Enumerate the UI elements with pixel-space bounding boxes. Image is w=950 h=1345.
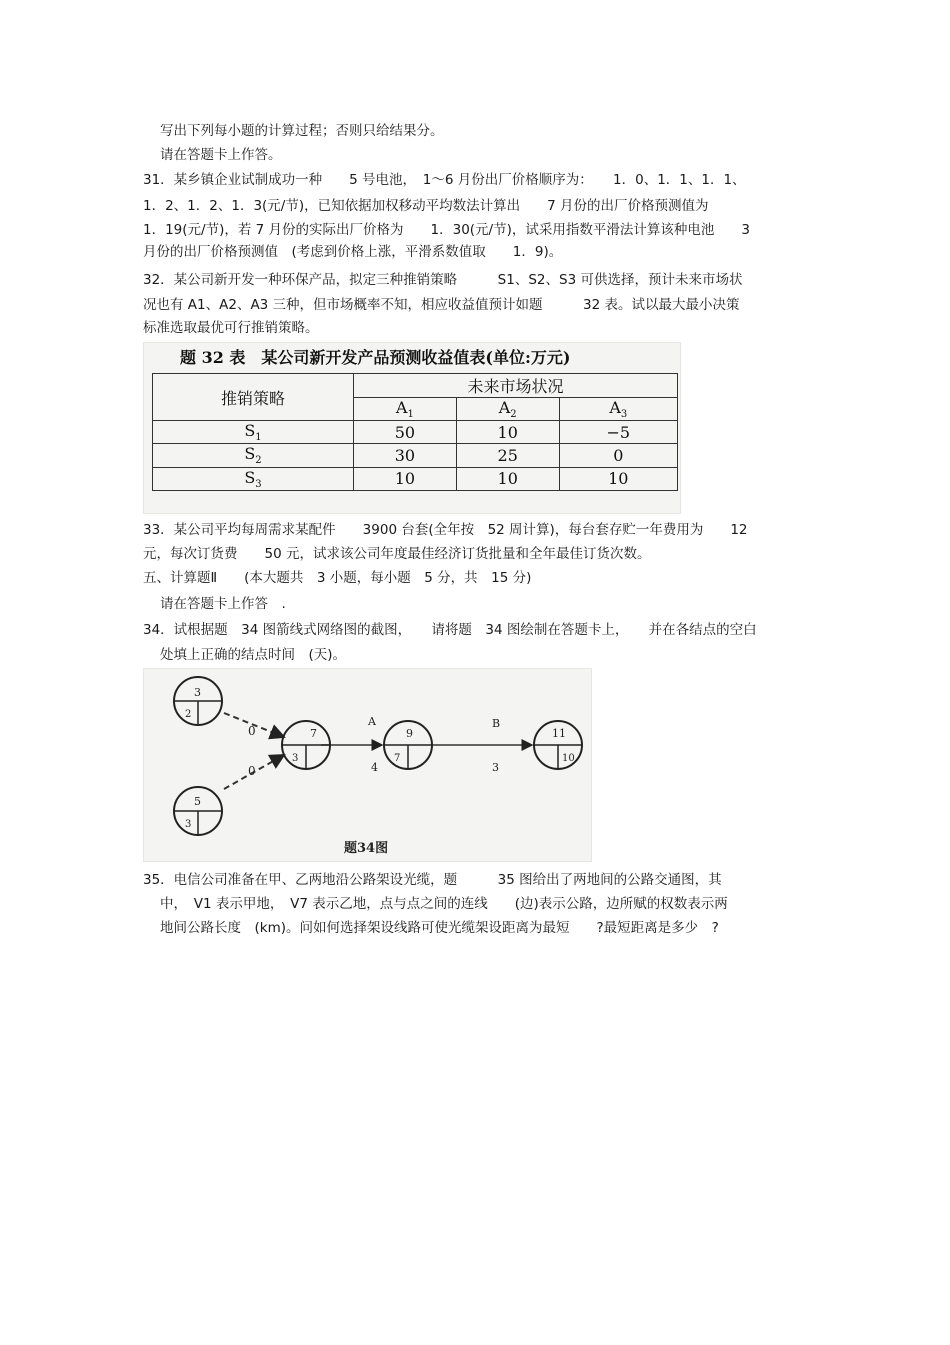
- dummy-edge-2-duration: 0: [248, 764, 256, 778]
- q33-line-1: 33．某公司平均每周需求某配件 3900 台套(全年按 52 周计算)，每台套存贮一年费用为 12: [143, 522, 748, 538]
- table-cell: 10: [354, 467, 457, 490]
- node-number: 11: [552, 727, 566, 740]
- network-node: [534, 721, 582, 769]
- node-time: 3: [292, 753, 299, 764]
- q32-line-2: 况也有 A1、A2、A3 三种，但市场概率不知，相应收益值预计如题 32 表。试以最大最小决策: [143, 297, 740, 313]
- table-cell: −5: [559, 421, 677, 444]
- activity-a-duration: 4: [371, 761, 378, 774]
- row-label-s1: $S_1$: [153, 421, 354, 444]
- table-cell: 10: [559, 467, 677, 490]
- section-5-heading: 五、计算题Ⅱ (本大题共 3 小题，每小题 5 分，共 15 分): [143, 570, 532, 586]
- network-node: [174, 677, 222, 725]
- node-time: 7: [394, 753, 401, 764]
- table-cell: 25: [456, 444, 559, 467]
- q35-line-2: 中， V1 表示甲地， V7 表示乙地，点与点之间的连线 (边)表示公路，边所赋的权数表示两: [160, 896, 728, 912]
- q31-line-4: 月份的出厂价格预测值 (考虑到价格上涨，平滑系数值取 1．9)。: [143, 244, 563, 260]
- table-row: [153, 421, 678, 444]
- figure-34-caption: 题34图: [344, 841, 389, 856]
- network-node: [384, 721, 432, 769]
- node-time: 2: [185, 709, 192, 720]
- col-header-a1: $A_1$: [354, 398, 457, 421]
- instruction-line-1: 写出下列每小题的计算过程；否则只给结果分。: [160, 123, 444, 139]
- network-node: [282, 721, 330, 769]
- q32-line-1: 32．某公司新开发一种环保产品，拟定三种推销策略 S1、S2、S3 可供选择，预计未来市场状: [143, 272, 743, 288]
- table-32-title: 题 32 表 某公司新开发产品预测收益值表(单位:万元): [180, 348, 571, 367]
- node-number: 5: [194, 795, 201, 808]
- dummy-edge-1-duration: 0: [248, 724, 256, 738]
- q34-line-1: 34．试根据题 34 图箭线式网络图的截图， 请将题 34 图绘制在答题卡上， 并在各结点的空白: [143, 622, 757, 638]
- node-time: 10: [562, 753, 575, 764]
- q31-line-3: 1．19(元/节)，若 7 月份的实际出厂价格为 1．30(元/节)，试采用指数平滑法计算该种电池 3: [143, 222, 750, 238]
- table-cell: 50: [354, 421, 457, 444]
- node-number: 3: [194, 686, 201, 699]
- section-5-note: 请在答题卡上作答 .: [160, 596, 286, 612]
- figure-34: [143, 668, 592, 862]
- table-cell: 0: [559, 444, 677, 467]
- table-row: [153, 467, 678, 490]
- q32-line-3: 标准选取最优可行推销策略。: [143, 320, 319, 336]
- instruction-line-2: 请在答题卡上作答。: [160, 147, 282, 163]
- network-node: [174, 787, 222, 835]
- network-diagram: [144, 669, 591, 861]
- activity-b-duration: 3: [492, 761, 499, 774]
- table-cell: 30: [354, 444, 457, 467]
- q31-line-1: 31．某乡镇企业试制成功一种 5 号电池， 1～6 月份出厂价格顺序为： 1．0、1．1、1．1、: [143, 172, 746, 188]
- row-label-s3: $S_3$: [153, 467, 354, 490]
- row-label-s2: $S_2$: [153, 444, 354, 467]
- table-32-figure: [143, 342, 681, 514]
- future-market-header: 未来市场状况: [354, 374, 678, 398]
- q34-line-2: 处填上正确的结点时间 (天)。: [160, 647, 347, 663]
- q33-line-2: 元，每次订货费 50 元，试求该公司年度最佳经济订货批量和全年最佳订货次数。: [143, 546, 651, 562]
- col-header-a3: $A_3$: [559, 398, 677, 421]
- node-number: 7: [310, 727, 317, 740]
- col-header-a2: $A_2$: [456, 398, 559, 421]
- q35-line-1: 35．电信公司准备在甲、乙两地沿公路架设光缆，题 35 图给出了两地间的公路交通图，其: [143, 872, 722, 888]
- q35-line-3: 地间公路长度 (km)。问如何选择架设线路可使光缆架设距离为最短 ?最短距离是多少 ?: [160, 920, 719, 936]
- table-cell: 10: [456, 467, 559, 490]
- strategy-header: 推销策略: [153, 374, 354, 421]
- table-cell: 10: [456, 421, 559, 444]
- node-number: 9: [406, 727, 413, 740]
- table-32: [152, 373, 678, 491]
- activity-b-label: B: [492, 717, 501, 730]
- node-time: 3: [185, 819, 192, 830]
- table-row: [153, 444, 678, 467]
- activity-a-label: A: [368, 715, 376, 728]
- q31-line-2: 1．2、1．2、1．3(元/节)，已知依据加权移动平均数法计算出 7 月份的出厂价格预测值为: [143, 198, 709, 214]
